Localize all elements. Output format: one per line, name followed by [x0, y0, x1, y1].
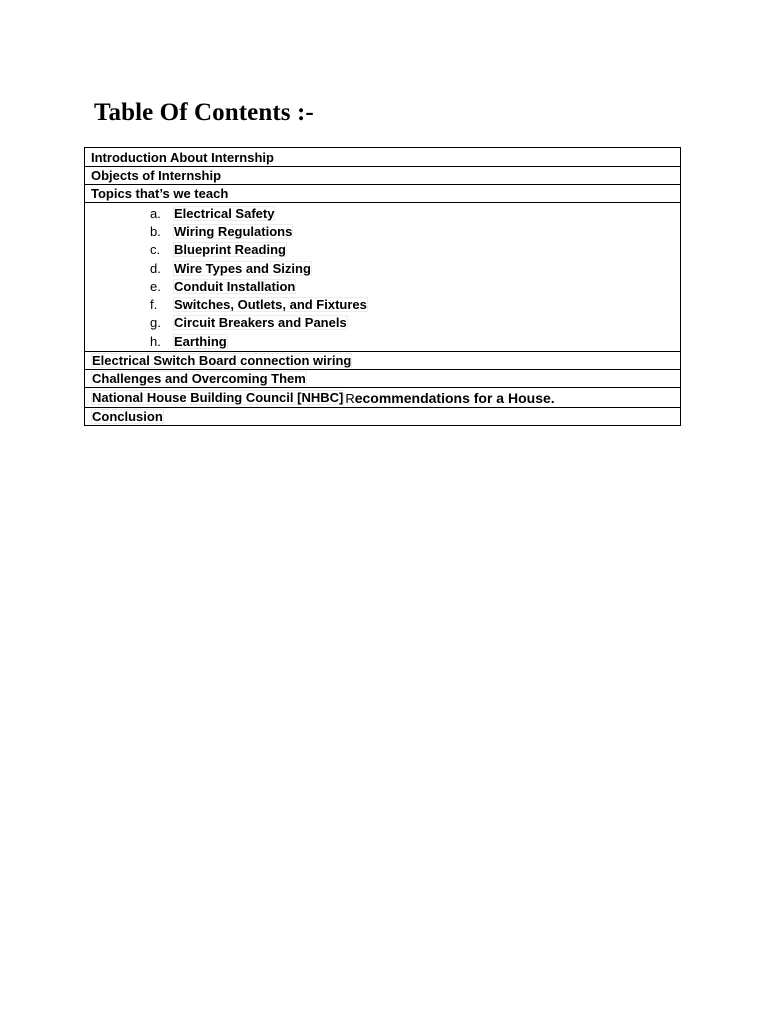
list-item [85, 295, 680, 313]
list-item-label: Wire Types and Sizing [174, 260, 311, 276]
list-item [85, 332, 680, 350]
toc-label: Topics that’s we teach [91, 186, 229, 201]
toc-row-introduction [85, 148, 680, 166]
toc-label-rest: ecommendations for a House. [354, 389, 555, 406]
list-marker: h. [150, 333, 161, 349]
toc-topics-sublist [85, 202, 680, 351]
toc-label-r [345, 390, 554, 406]
toc-row-conclusion [85, 407, 680, 425]
list-item [85, 222, 680, 240]
list-marker: a. [150, 205, 161, 221]
list-item [85, 204, 680, 222]
toc-row-objects [85, 166, 680, 184]
toc-row-switch-board [85, 351, 680, 369]
page-title: Table Of Contents :- [94, 99, 314, 126]
toc-label: Electrical Switch Board connection wiring [92, 353, 352, 369]
list-item-label: Wiring Regulations [174, 223, 293, 239]
toc-label: Introduction About Internship [91, 149, 274, 165]
toc-label: Objects of Internship [91, 168, 222, 183]
list-marker: f. [150, 297, 158, 313]
list-item-label: Blueprint Reading [174, 242, 286, 258]
list-marker: c. [150, 242, 161, 258]
list-marker: d. [150, 260, 161, 276]
toc-row-nhbc [85, 387, 680, 407]
toc-row-challenges [85, 369, 680, 387]
list-item-label: Switches, Outlets, and Fixtures [174, 297, 367, 313]
toc-row-topics [85, 184, 680, 202]
list-item-label: Electrical Safety [174, 205, 275, 221]
toc-label: National House Building Council [NHBC] [92, 390, 344, 406]
toc-label: Conclusion [92, 409, 163, 425]
toc-label-r-char: R [345, 390, 355, 406]
list-marker: b. [150, 223, 161, 239]
list-marker: g. [150, 315, 161, 331]
list-item-label: Earthing [174, 333, 227, 349]
list-marker: e. [150, 278, 161, 294]
list-item-label: Circuit Breakers and Panels [174, 315, 347, 331]
list-item [85, 259, 680, 277]
list-item [85, 241, 680, 259]
list-item-label: Conduit Installation [174, 278, 296, 294]
toc-label: Challenges and Overcoming Them [92, 371, 306, 387]
table-of-contents [84, 147, 681, 426]
list-item [85, 277, 680, 295]
list-item [85, 314, 680, 332]
